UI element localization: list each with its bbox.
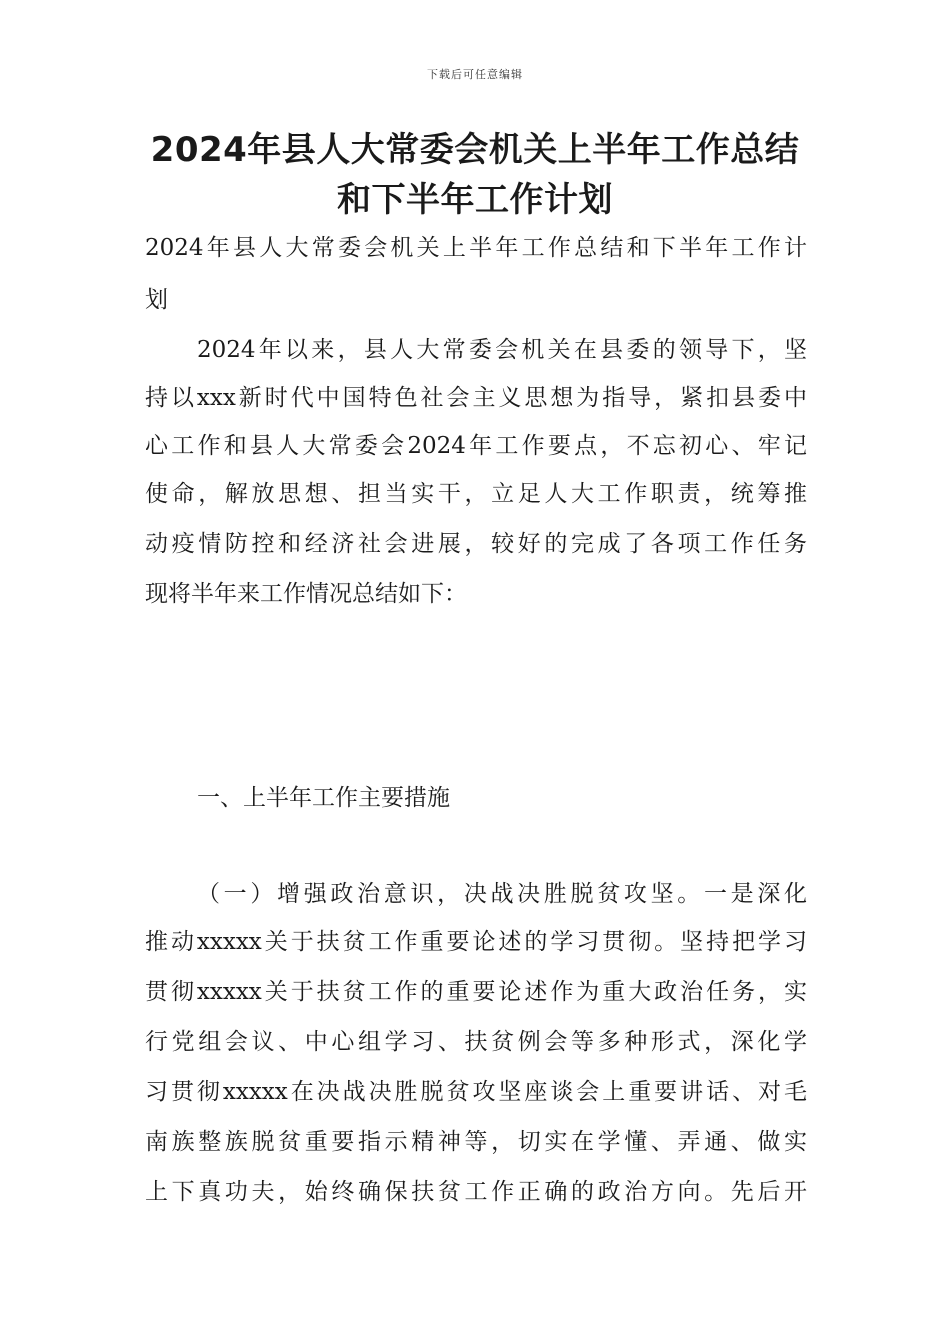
intro-paragraph-line-3: 心工作和县人大常委会2024年工作要点，不忘初心、牢记 — [145, 433, 807, 459]
intro-paragraph-line-5: 动疫情防控和经济社会进展，较好的完成了各项工作任务 — [145, 531, 807, 557]
section-paragraph-line-3: 贯彻xxxxx关于扶贫工作的重要论述作为重大政治任务，实 — [145, 979, 807, 1005]
section-paragraph-line-4: 行党组会议、中心组学习、扶贫例会等多种形式，深化学 — [145, 1029, 807, 1055]
intro-paragraph-line-2: 持以xxx新时代中国特色社会主义思想为指导，紧扣县委中 — [145, 385, 807, 411]
section-paragraph-line-5: 习贯彻xxxxx在决战决胜脱贫攻坚座谈会上重要讲话、对毛 — [145, 1079, 807, 1105]
section-paragraph-line-7: 上下真功夫，始终确保扶贫工作正确的政治方向。先后开 — [145, 1179, 807, 1205]
section-paragraph-line-6: 南族整族脱贫重要指示精神等，切实在学懂、弄通、做实 — [145, 1129, 807, 1155]
intro-paragraph-line-4: 使命，解放思想、担当实干，立足人大工作职责，统筹推 — [145, 481, 807, 507]
document-title-line-2: 和下半年工作计划 — [337, 180, 613, 220]
section-paragraph-line-2: 推动xxxxx关于扶贫工作重要论述的学习贯彻。坚持把学习 — [145, 929, 807, 955]
intro-paragraph-line-6: 现将半年来工作情况总结如下： — [145, 581, 467, 607]
subtitle-line-1: 2024年县人大常委会机关上半年工作总结和下半年工作计 — [145, 235, 807, 261]
subtitle-line-2: 划 — [145, 287, 168, 313]
section-paragraph-line-1: （一）增强政治意识，决战决胜脱贫攻坚。一是深化 — [197, 881, 807, 907]
document-title-line-1: 2024年县人大常委会机关上半年工作总结 — [150, 130, 800, 170]
page-header-note: 下载后可任意编辑 — [427, 68, 523, 81]
intro-paragraph-line-1: 2024年以来，县人大常委会机关在县委的领导下，坚 — [197, 337, 807, 363]
section-heading: 一、上半年工作主要措施 — [197, 785, 450, 811]
